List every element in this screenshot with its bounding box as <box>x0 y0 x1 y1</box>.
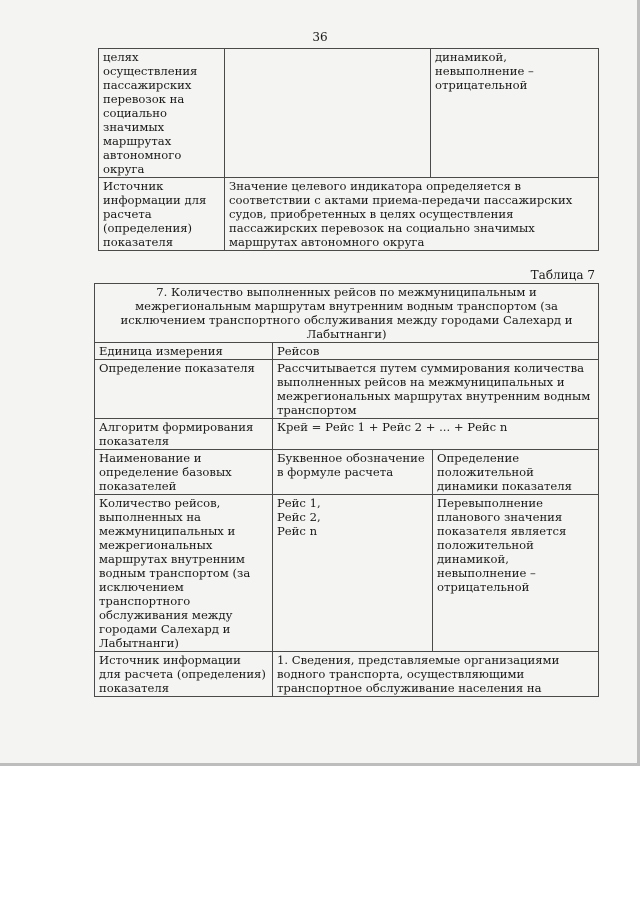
table-cell: Рейс 1, Рейс 2, Рейс n <box>273 495 433 652</box>
table-row <box>95 419 599 450</box>
table-cell: Буквенное обозначение в формуле расчета <box>273 450 433 495</box>
indicator-table <box>94 283 599 697</box>
table-cell: 1. Сведения, представляемые организациями водного транспорта, осуществляющими транспортное обслуживание населения на <box>273 652 599 697</box>
table-row <box>95 495 599 652</box>
table-cell: Источник информации для расчета (определения) показателя <box>95 652 273 697</box>
table-row <box>99 178 599 251</box>
page-number: 36 <box>312 30 328 44</box>
table-cell: Количество рейсов, выполненных на межмуниципальных и межрегиональных маршрутах внутренним водным транспортом (за исключением транспортного обслуживания между городами Салехард и Лабытнанги) <box>95 495 273 652</box>
table-cell: Перевыполнение планового значения показателя является положительной динамикой, невыполнение – отрицательной <box>433 495 599 652</box>
table-row <box>99 49 599 178</box>
table-cell: Определение положительной динамики показателя <box>433 450 599 495</box>
table-cell: Определение показателя <box>95 360 273 419</box>
table-cell: Крей = Рейс 1 + Рейс 2 + ... + Рейс n <box>273 419 599 450</box>
table-cell: Источник информации для расчета (определения) показателя <box>99 178 225 251</box>
table-row <box>95 360 599 419</box>
table-cell: динамикой, невыполнение – отрицательной <box>431 49 599 178</box>
table-cell: Наименование и определение базовых показателей <box>95 450 273 495</box>
table-caption: Таблица 7 <box>530 268 595 282</box>
table-cell: Значение целевого индикатора определяется в соответствии с актами приема-передачи пассажирских судов, приобретенных в целях осуществления пассажирских перевозок на социально значимых маршрутах автономного округа <box>225 178 599 251</box>
table-cell: целях осуществления пассажирских перевозок на социально значимых маршрутах автономного округа <box>99 49 225 178</box>
table-title: 7. Количество выполненных рейсов по межмуниципальным и межрегиональным маршрутам внутренним водным транспортом (за исключением транспортного обслуживания между городами Салехард и Лабытнанги) <box>95 284 599 343</box>
table-cell <box>225 49 431 178</box>
table-cell: Алгоритм формирования показателя <box>95 419 273 450</box>
table-row <box>95 450 599 495</box>
table-row <box>95 343 599 360</box>
table-row <box>95 652 599 697</box>
table-cell: Рассчитывается путем суммирования количества выполненных рейсов на межмуниципальных и межрегиональных маршрутах внутренним водным транспортом <box>273 360 599 419</box>
table-cell: Единица измерения <box>95 343 273 360</box>
table-cell: Рейсов <box>273 343 599 360</box>
table-row <box>95 284 599 343</box>
continued-table <box>98 48 599 251</box>
